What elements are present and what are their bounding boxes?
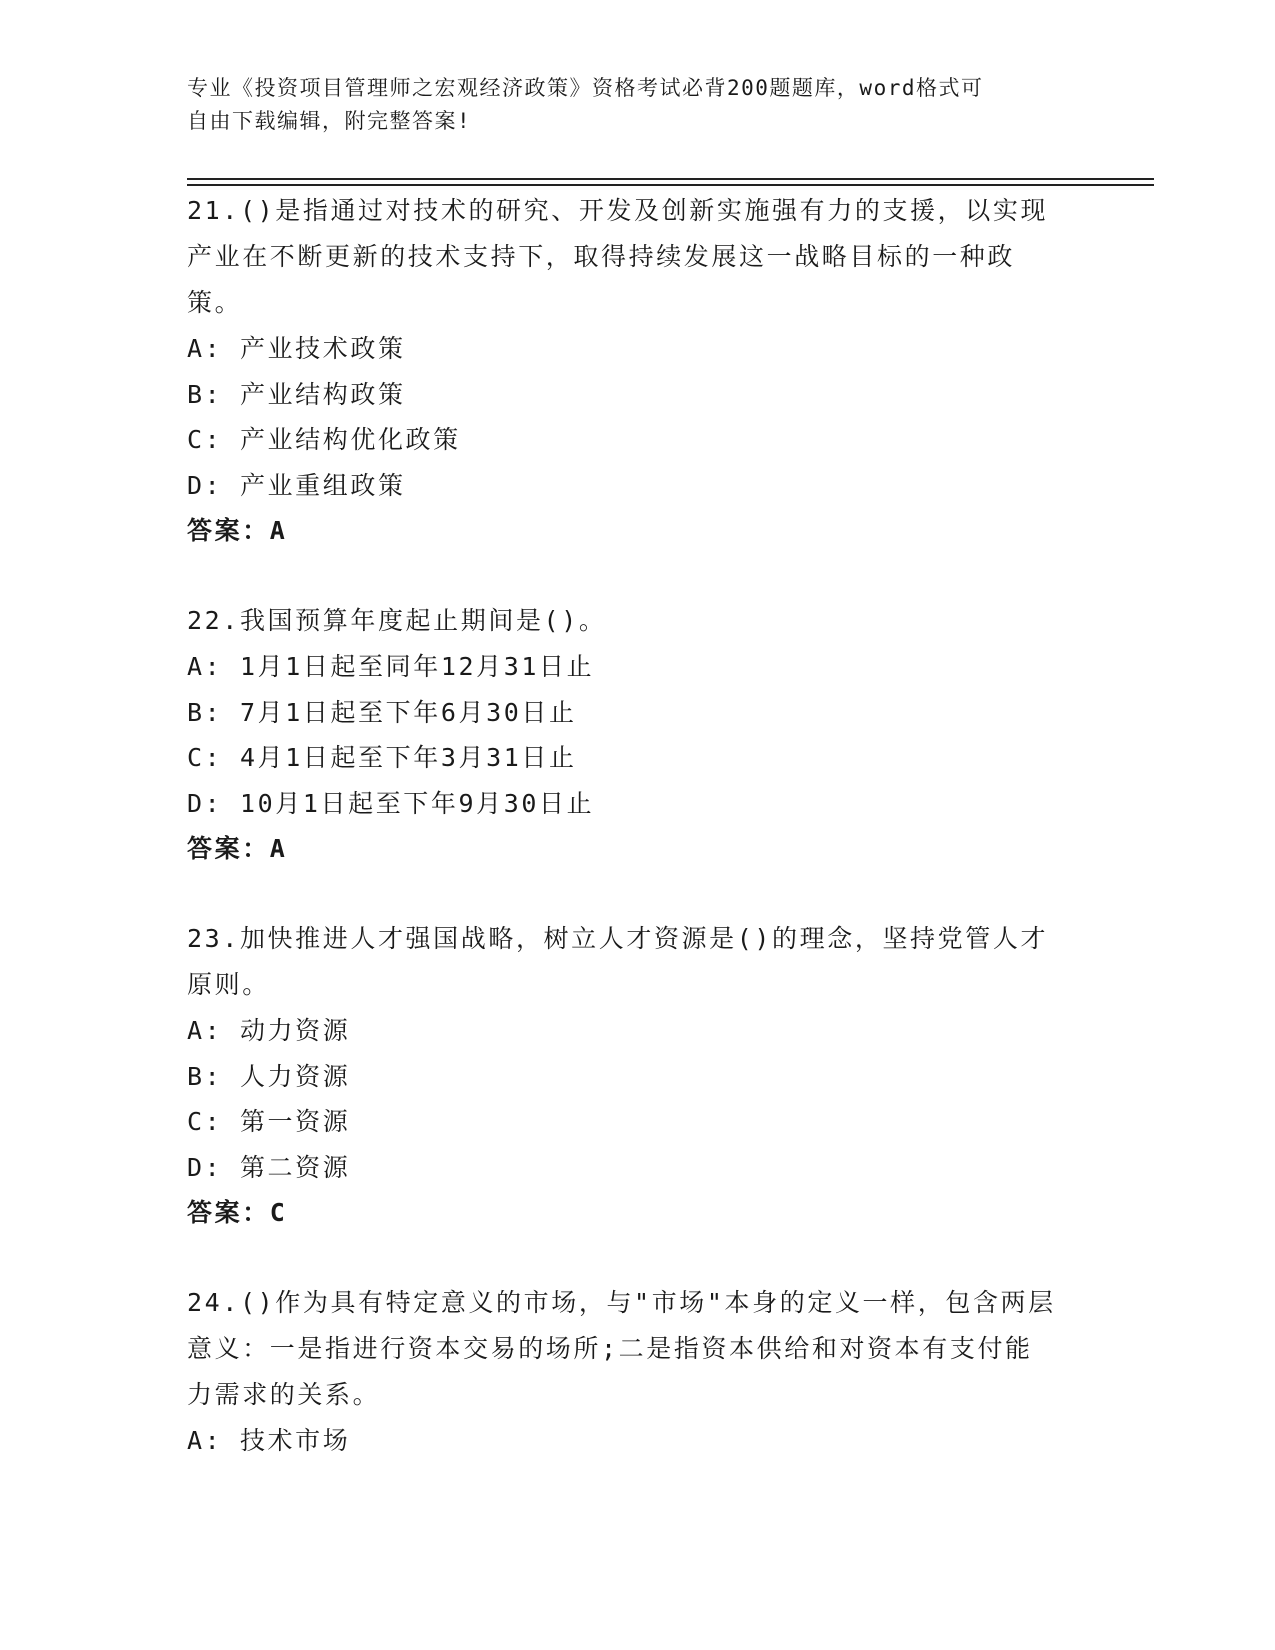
question-22 [187,598,1087,872]
option-c: C: 第一资源 [187,1107,351,1136]
option-b: B: 产业结构政策 [187,379,406,409]
question-text-line: 意义：一是指进行资本交易的场所;二是指资本供给和对资本有支付能 [187,1334,1033,1363]
question-text [187,598,1077,644]
answer-line: 答案：C [187,1198,288,1227]
question-text [187,188,1077,326]
header-line-1: 专业《投资项目管理师之宏观经济政策》资格考试必背200题题库，word格式可 [187,76,984,100]
option-c: C: 4月1日起至下年3月31日止 [187,743,577,772]
option-d: D: 10月1日起至下年9月30日止 [187,788,595,818]
option-c: C: 产业结构优化政策 [187,425,461,454]
option-a: A: 产业技术政策 [187,334,406,363]
question-text-line: 力需求的关系。 [187,1380,381,1409]
header-line-2: 自由下载编辑，附完整答案! [187,109,472,133]
option-b: B: 人力资源 [187,1061,351,1091]
question-text-line: 产业在不断更新的技术支持下，取得持续发展这一战略目标的一种政 [187,242,1016,271]
answer-line: 答案：A [187,834,288,863]
option-a: A: 技术市场 [187,1426,351,1455]
option-a: A: 动力资源 [187,1016,351,1045]
answer-line: 答案：A [187,516,288,545]
question-text-line: 原则。 [187,970,270,999]
header-divider-top [187,178,1154,180]
option-a: A: 1月1日起至同年12月31日止 [187,652,595,681]
question-list [187,188,1087,1464]
question-text-line: 21.()是指通过对技术的研究、开发及创新实施强有力的支援，以实现 [187,196,1049,225]
question-text-line: 策。 [187,288,243,317]
option-d: D: 产业重组政策 [187,470,406,500]
option-d: D: 第二资源 [187,1152,351,1182]
question-text [187,1280,1077,1418]
question-text-line: 23.加快推进人才强国战略，树立人才资源是()的理念，坚持党管人才 [187,924,1049,953]
question-text-line: 22.我国预算年度起止期间是()。 [187,606,607,635]
option-b: B: 7月1日起至下年6月30日止 [187,697,577,727]
document-header [187,72,1067,138]
question-23 [187,916,1087,1236]
header-divider-bottom [187,184,1154,186]
question-text-line: 24.()作为具有特定意义的市场，与"市场"本身的定义一样，包含两层 [187,1288,1056,1317]
question-24 [187,1280,1087,1464]
question-21 [187,188,1087,554]
question-text [187,916,1077,1008]
